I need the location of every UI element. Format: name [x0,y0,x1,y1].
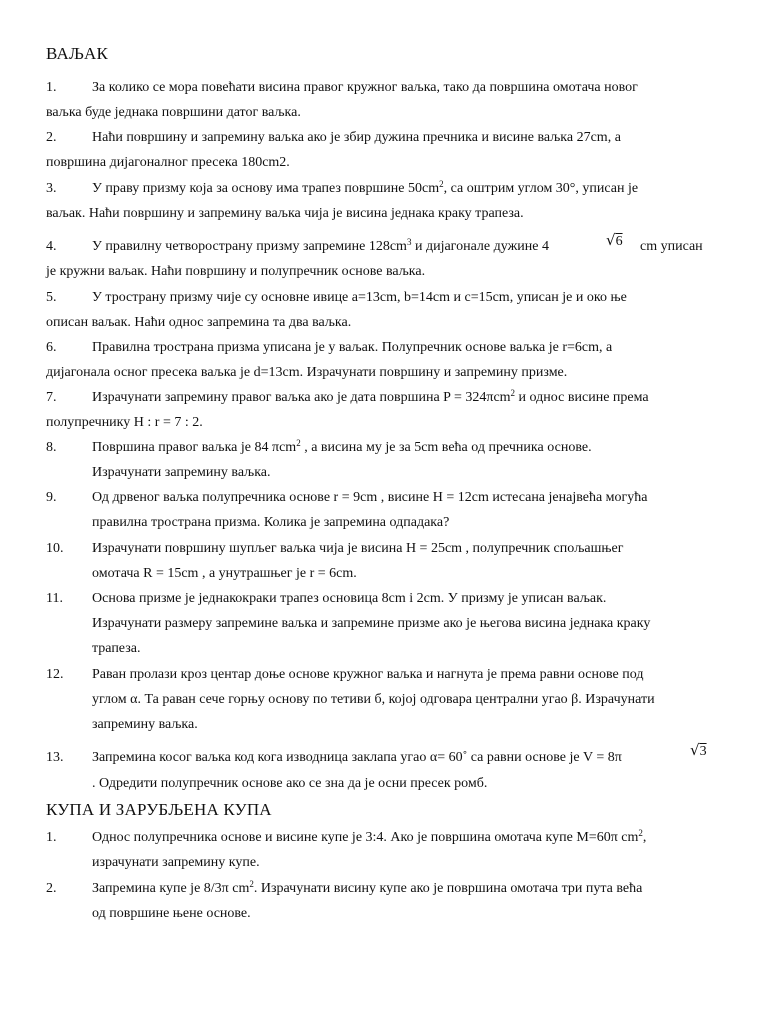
problem-number: 1. [46,80,57,95]
radical-sqrt3 [690,742,707,760]
radical-argument: 6 [615,234,623,249]
problem-text: cm уписан [640,239,703,254]
problem-number: 9. [46,490,57,505]
problem-text: је кружни ваљак. Наћи површину и полупречник основе ваљка. [46,264,426,279]
problem-text: израчунати запремину купе. [92,855,260,870]
problem-number: 5. [46,290,57,305]
sqrt-symbol: √ [690,741,700,759]
problem-number: 8. [46,440,57,455]
problem-text: Раван пролази кроз центар доње основе кружног ваљка и нагнута је према равни основе под [92,667,644,682]
section-title-cylinder: ВАЉАК [46,44,108,63]
problem-text: . Одредити полупречник основе ако се зна да је осни пресек ромб. [92,776,488,791]
problem-text: Правилна тространа призма уписана је у ваљак. Полупречник основе ваљка је r=6cm, а [92,340,613,355]
section-title-cone: КУПА И ЗАРУБЉЕНА КУПА [46,800,272,819]
problem-text: Израчунати размеру запремине ваљка и запремине призме ако је његова висина једнака краку [92,616,651,631]
problem-text: Запремина косог ваљка код кога изводница заклапа угао α= 60˚ са равни основе је V = 8π [92,750,622,765]
problem-text: Израчунати запремину правог ваљка ако је дата површина P = 324πcm$^2$ и однос висине према [92,388,649,405]
problem-text: површина дијагоналног пресека 180cm2. [46,155,290,170]
problem-text: Запремина купе је 8/3π $cm^2$. Израчунати висину купе ако је површина омотача три пута већа [92,879,643,896]
radical-sqrt6 [606,232,623,250]
problem-number: 3. [46,181,57,196]
problem-text: Израчунати запремину ваљка. [92,465,271,480]
problem-number: 1. [46,830,57,845]
problem-text: полупречнику H : r = 7 : 2. [46,415,203,430]
problem-text: дијагонала осног пресека ваљка је d=13cm. Израчунати површину и запремину призме. [46,365,568,380]
problem-text: У праву призму која за основу има трапез површине $50cm^2$, са оштрим углом 30°, уписан је [92,179,639,196]
problem-text: описан ваљак. Наћи однос запремина та два ваљка. [46,315,352,330]
sqrt-symbol: √ [606,231,616,249]
problem-number: 7. [46,390,57,405]
problem-number: 2. [46,881,57,896]
problem-text: У тространу призму чије су основне ивице a=13cm, b=14cm и c=15cm, уписан је и око ње [92,290,627,305]
problem-text: Основа призме је једнакокраки трапез основица 8cm i 2cm. У призму је уписан ваљак. [92,591,607,606]
problem-text: Површина правог ваљка је 84 πcm$^2$ , а висина му је за 5cm већа од пречника основе. [92,438,592,455]
problem-text: За колико се мора повећати висина правог кружног ваљка, тако да површина омотача новог [92,80,638,95]
problem-number: 2. [46,130,57,145]
problem-text: Наћи површину и запремину ваљка ако је збир дужина пречника и висине ваљка 27cm, а [92,130,621,145]
problem-text: правилна тространа призма. Колика је запремина одпадака? [92,515,450,530]
problem-number: 11. [46,591,63,606]
problem-text: омотача R = 15cm , а унутрашњег је r = 6cm. [92,566,357,581]
problem-text: ваљак. Наћи површину и запремину ваљка чија је висина једнака краку трапеза. [46,206,524,221]
problem-text: У правилну четворострану призму запремине $128cm^3$ и дијагонале дужине 4 [92,237,549,254]
problem-text: Однос полупречника основе и висине купе је 3:4. Ако је површина омотача купе M=60π $cm^2$, [92,828,647,845]
problem-number: 6. [46,340,57,355]
problem-number: 4. [46,239,57,254]
problem-text: углом α. Та раван сече горњу основу по тетиви б, којој одговара централни угао β. Израчунати [92,692,655,707]
problem-text: трапеза. [92,641,141,656]
problem-number: 10. [46,541,64,556]
radical-argument: 3 [699,744,707,759]
problem-text: Од дрвеног ваљка полупречника основе r = 9cm , висине H = 12cm истесана јенајвећа могућа [92,490,648,505]
problem-number: 12. [46,667,64,682]
problem-text: од површине њене основе. [92,906,251,921]
problem-text: запремину ваљка. [92,717,198,732]
problem-number: 13. [46,750,64,765]
problem-text: Израчунати површину шупљег ваљка чија је висина H = 25cm , полупречник спољашњег [92,541,624,556]
problem-text: ваљка буде једнака површини датог ваљка. [46,105,301,120]
